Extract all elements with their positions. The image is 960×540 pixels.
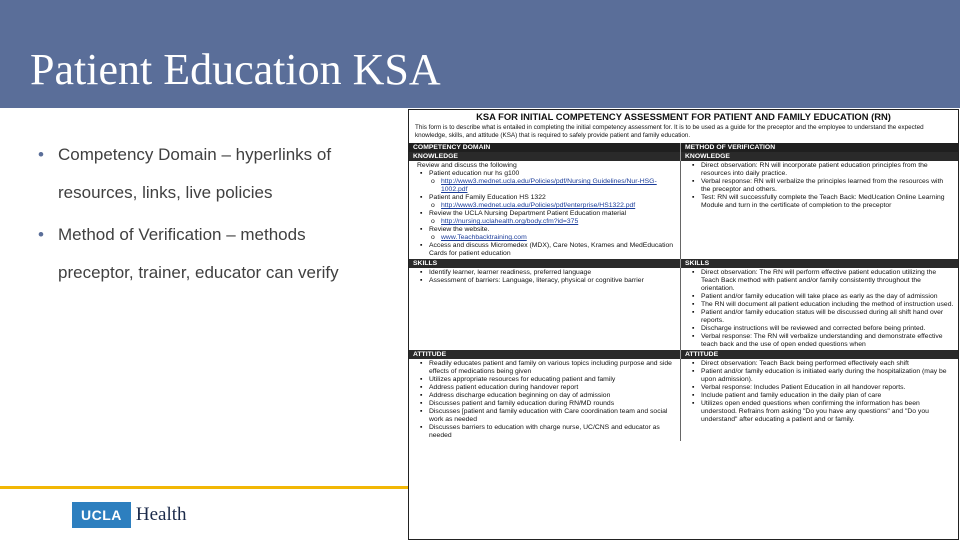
attitude-row xyxy=(409,359,958,441)
bullet-list xyxy=(38,136,398,292)
list-item: ▪ The RN will document all patient education including the method of instruction used. xyxy=(685,301,954,309)
bullet-dot-icon: • xyxy=(38,225,44,244)
skills-row xyxy=(409,268,958,350)
section-header-attitude xyxy=(409,350,958,359)
ksa-document-image xyxy=(408,109,959,540)
list-item: ▪ Patient and/or family education is initiated early during the hospitalization (may be upon admission). xyxy=(685,368,954,384)
section-label: ATTITUDE xyxy=(685,351,719,358)
knowledge-domain-cell xyxy=(409,161,681,259)
list-item: ▪ Direct observation: The RN will perform effective patient education utilizing the Teach Back method with patient and/or family consistently throughout the orientation. xyxy=(685,269,954,293)
list-item: ▪ Include patient and family education in the daily plan of care xyxy=(685,392,954,400)
attitude-domain-cell xyxy=(409,359,681,441)
list-item: ▪ Readily educates patient and family on various topics including purpose and side effects of medications being given xyxy=(413,360,676,376)
list-item: ▪ Review the UCLA Nursing Department Patient Education material xyxy=(413,210,676,218)
list-item: ▪ Patient and Family Education HS 1322 xyxy=(413,194,676,202)
ucla-health-logo xyxy=(72,502,187,528)
bullet-dot-icon: • xyxy=(38,145,44,164)
list-item: ▪ Discusses [patient and family education with Care coordination team and social work as needed xyxy=(413,408,676,424)
list-item: ▪ Direct observation: Teach Back being performed effectively each shift xyxy=(685,360,954,368)
knowledge-verification-cell xyxy=(681,161,958,259)
slide-title: Patient Education KSA xyxy=(30,45,441,94)
list-item: ▪ Utilizes open ended questions when confirming the information has been understood. Refrains from asking "Do you have any questions" and "Do you understand" after educating a patient and or family. xyxy=(685,400,954,424)
bullet-method-of-verification xyxy=(38,216,398,292)
list-item: ▪ Discusses patient and family education during RN/MD rounds xyxy=(413,400,676,408)
list-item: ▪ Direct observation: RN will incorporate patient education principles from the resources into daily practice. xyxy=(685,162,954,178)
list-item: ▪ Patient and/or family education will take place as early as the day of admission xyxy=(685,293,954,301)
list-item: ▪ Address discharge education beginning on day of admission xyxy=(413,392,676,400)
knowledge-row xyxy=(409,161,958,259)
list-item: ▪ Review the website. xyxy=(413,226,676,234)
list-item: ▪ Identify learner, learner readiness, preferred language xyxy=(413,269,676,277)
accent-line xyxy=(0,486,410,489)
list-item: ▪ Discusses barriers to education with charge nurse, UC/CNS and educator as needed xyxy=(413,424,676,440)
section-header-knowledge xyxy=(409,152,958,161)
col-header-domain: COMPETENCY DOMAIN xyxy=(409,143,681,152)
policy-link[interactable]: o http://www3.mednet.ucla.edu/Policies/pdf/Nursing Guidelines/Nur-HSG-1002.pdf xyxy=(413,178,676,194)
logo-health-text: Health xyxy=(135,504,187,525)
section-label: ATTITUDE xyxy=(409,350,681,359)
list-item: ▪ Patient education nur hs g100 xyxy=(413,170,676,178)
section-label: SKILLS xyxy=(409,259,681,268)
bullet-line: Method of Verification – methods xyxy=(58,225,306,244)
section-label: SKILLS xyxy=(685,260,710,267)
section-header-skills xyxy=(409,259,958,268)
col-header-verification: METHOD OF VERIFICATION xyxy=(685,144,776,151)
doc-title: KSA FOR INITIAL COMPETENCY ASSESSMENT FOR PATIENT AND FAMILY EDUCATION (RN) xyxy=(476,111,891,122)
list-item: ▪ Assessment of barriers: Language, literacy, physical or cognitive barrier xyxy=(413,277,676,285)
list-item: ▪ Test: RN will successfully complete the Teach Back: MedUcation Online Learning Module and turn in the certificate of completion to the preceptor xyxy=(685,194,954,210)
list-item: ▪ Verbal response: The RN will verbalize understanding and demonstrate effective teach back and the use of open ended questions when xyxy=(685,333,954,349)
list-item: ▪ Verbal response: Includes Patient Education in all handover reports. xyxy=(685,384,954,392)
knowledge-intro: Review and discuss the following xyxy=(417,162,517,169)
skills-domain-cell xyxy=(409,268,681,350)
list-item: ▪ Discharge instructions will be reviewed and corrected before being printed. xyxy=(685,325,954,333)
bullet-line: Competency Domain – hyperlinks of xyxy=(58,145,332,164)
list-item: ▪ Access and discuss Micromedex (MDX), Care Notes, Krames and MedEducation Cards for patient education xyxy=(413,242,676,258)
section-label: KNOWLEDGE xyxy=(409,152,681,161)
bullet-line: resources, links, live policies xyxy=(58,183,273,202)
bullet-competency-domain xyxy=(38,136,398,212)
policy-link[interactable]: o http://www3.mednet.ucla.edu/Policies/pdf/enterprise/HS1322.pdf xyxy=(413,202,676,210)
list-item: ▪ Address patient education during handover report xyxy=(413,384,676,392)
doc-intro: This form is to describe what is entailed in completing the initial competency assessment for. It is to be used as a guide for the preceptor and the employee to understand the expected knowledge, skills, and attitude (KSA) that is required to safely provide patient and family education. xyxy=(415,124,924,139)
list-item: ▪ Patient and/or family education status will be discussed during all shift hand over reports. xyxy=(685,309,954,325)
table-header xyxy=(409,143,958,152)
website-link[interactable]: o www.Teachbacktraining.com xyxy=(413,234,676,242)
list-item: ▪ Utilizes appropriate resources for educating patient and family xyxy=(413,376,676,384)
bullet-line: preceptor, trainer, educator can verify xyxy=(58,263,339,282)
skills-verification-cell xyxy=(681,268,958,350)
list-item: ▪ Verbal response: RN will verbalize the principles learned from the resources with the preceptor and others. xyxy=(685,178,954,194)
title-bar xyxy=(0,0,960,108)
logo-ucla-mark: UCLA xyxy=(72,502,131,528)
policy-link[interactable]: o http://nursing.uclahealth.org/body.cfm?id=375 xyxy=(413,218,676,226)
attitude-verification-cell xyxy=(681,359,958,441)
section-label: KNOWLEDGE xyxy=(685,153,730,160)
